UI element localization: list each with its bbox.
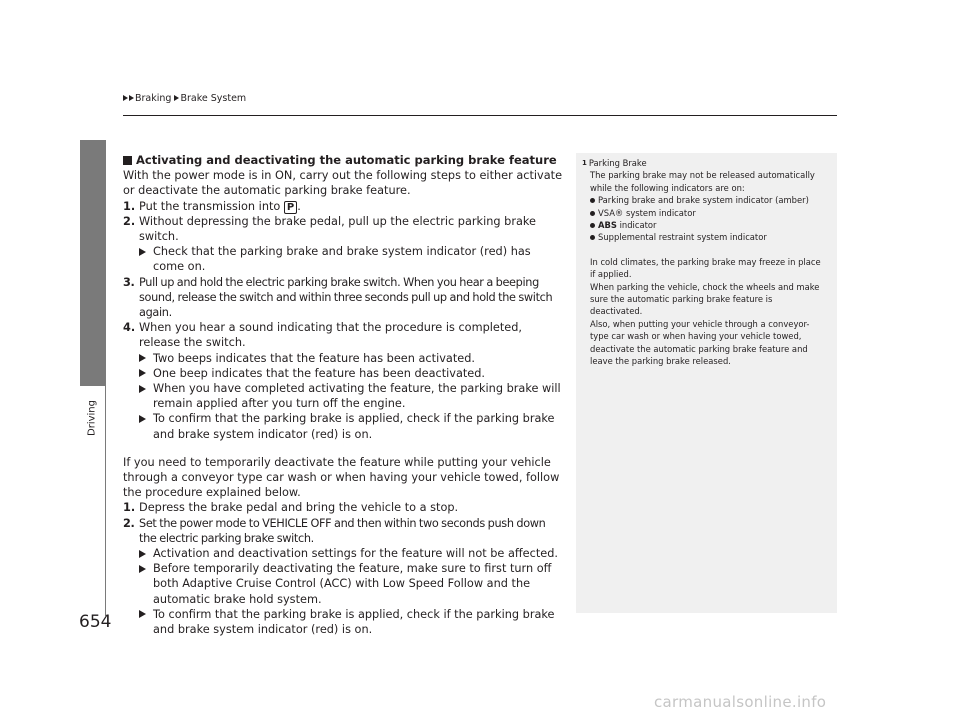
breadcrumb-item-brake-system[interactable]: Brake System (180, 93, 247, 104)
square-bullet-icon (123, 156, 132, 165)
watermark: carmanualsonline.info (654, 693, 827, 711)
reference-number: 1 (582, 159, 587, 167)
arrow-icon (139, 385, 146, 393)
header-divider (123, 115, 837, 116)
breadcrumb-item-braking[interactable]: Braking (135, 93, 172, 104)
sub-item (123, 244, 563, 274)
side-note-box (576, 153, 837, 613)
sub-text: To confirm that the parking brake is applied, check if the parking brake and brake system indicator (red) is on. (153, 607, 555, 637)
arrow-icon (139, 369, 146, 377)
step-number: 4. (123, 321, 136, 335)
breadcrumb (123, 93, 246, 104)
breadcrumb-arrow-icon (123, 95, 128, 101)
side-note-title (582, 157, 827, 169)
bullet-bold-text: ABS (598, 220, 617, 231)
arrow-icon (139, 565, 146, 573)
breadcrumb-arrow-icon (129, 95, 134, 101)
step-item (123, 500, 563, 515)
section-tab-label: Driving (86, 400, 98, 436)
step-item (123, 199, 563, 214)
step-text-end: . (297, 199, 301, 213)
step-text: Put the transmission into (139, 199, 284, 213)
bullet-text: Supplemental restraint system indicator (598, 232, 767, 243)
side-note-intro: The parking brake may not be released automatically while the following indicators are on: (590, 170, 815, 193)
step-text: Without depressing the brake pedal, pull up the electric parking brake switch. (139, 214, 536, 244)
indicator-bullet (590, 194, 827, 206)
bullet-text: VSA® system indicator (598, 207, 696, 218)
step-text: Depress the brake pedal and bring the vehicle to a stop. (139, 501, 459, 515)
indicator-bullet (590, 207, 827, 219)
side-note-paragraph: When parking the vehicle, chock the wheels and make sure the automatic parking brake feature is deactivated. (590, 281, 820, 317)
sub-item (123, 411, 563, 441)
sub-item (123, 607, 563, 637)
bullet-text: indicator (616, 220, 657, 231)
temporary-deactivate-paragraph: If you need to temporarily deactivate the feature while putting your vehicle through a conveyor type car wash or when having your vehicle towed, follow the procedure explained below. (123, 455, 560, 500)
main-content (123, 153, 563, 637)
step-text: Pull up and hold the electric parking brake switch. When you hear a beeping sound, release the switch and within three seconds pull up and hold the switch again. (139, 275, 553, 320)
park-key-icon: P (284, 201, 297, 214)
step-item (123, 516, 563, 546)
step-number: 2. (123, 516, 135, 530)
sub-text: Check that the parking brake and brake system indicator (red) has come on. (153, 245, 531, 274)
step-number: 2. (123, 214, 136, 228)
arrow-icon (139, 610, 146, 618)
side-note-paragraph: In cold climates, the parking brake may freeze in place if applied. (590, 256, 821, 280)
arrow-icon (139, 354, 146, 362)
sub-item (123, 366, 563, 381)
step-number: 1. (123, 199, 136, 213)
side-note-paragraph: Also, when putting your vehicle through a conveyor-type car wash or when having your vehicle towed, deactivate the automatic parking brake feature and leave the parking brake released. (590, 318, 810, 367)
section-divider (105, 140, 106, 616)
step-number: 3. (123, 275, 135, 289)
page-number: 654 (79, 612, 112, 632)
step-item (123, 214, 563, 244)
step-number: 1. (123, 501, 136, 515)
section-heading (123, 153, 563, 168)
section-heading-text: Activating and deactivating the automatic parking brake feature (136, 153, 557, 167)
arrow-icon (139, 248, 146, 256)
step-text: When you hear a sound indicating that the procedure is completed, release the switch. (139, 321, 522, 350)
sub-text: When you have completed activating the feature, the parking brake will remain applied after you turn off the engine. (153, 382, 561, 411)
sub-item (123, 381, 563, 411)
indicator-bullet (590, 219, 827, 231)
sub-text: To confirm that the parking brake is applied, check if the parking brake and brake system indicator (red) is on. (153, 412, 555, 441)
sub-item (123, 351, 563, 366)
step-item (123, 320, 563, 350)
arrow-icon (139, 550, 146, 558)
sub-item (123, 561, 563, 607)
sub-text: Activation and deactivation settings for the feature will not be affected. (153, 547, 558, 561)
sub-text: Before temporarily deactivating the feature, make sure to first turn off both Adaptive Cruise Control (ACC) with Low Speed Follow and the automatic brake hold system. (153, 562, 552, 606)
sub-text: Two beeps indicates that the feature has been activated. (153, 351, 475, 365)
sub-text: One beep indicates that the feature has been deactivated. (153, 366, 486, 380)
section-tab (80, 140, 105, 386)
sub-item (123, 546, 563, 561)
arrow-icon (139, 415, 146, 423)
breadcrumb-arrow-icon (174, 95, 179, 101)
step-text: Set the power mode to VEHICLE OFF and then within two seconds push down the electric parking brake switch. (139, 516, 546, 545)
side-note-title-text: Parking Brake (588, 158, 647, 168)
step-item (123, 275, 563, 321)
indicator-bullet (590, 231, 827, 243)
bullet-text: Parking brake and brake system indicator (amber) (598, 195, 809, 206)
intro-paragraph: With the power mode is in ON, carry out the following steps to either activate or deactivate the automatic parking brake feature. (123, 169, 563, 198)
